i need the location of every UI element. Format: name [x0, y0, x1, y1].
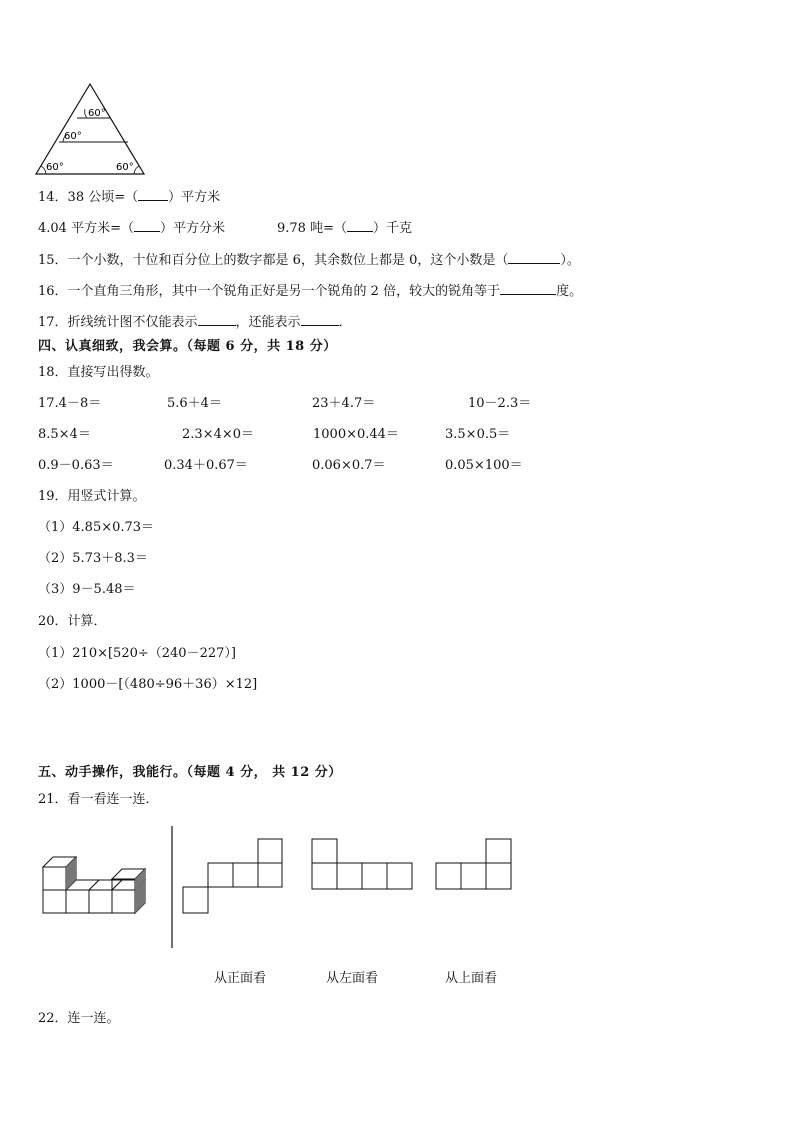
vertical-divider: [170, 826, 174, 948]
section-5-heading: 五、动手操作，我能行。（每题 4 分， 共 12 分）: [38, 765, 342, 780]
view-label-left[interactable]: 从左面看: [326, 971, 379, 986]
q18-r1c1: 17.4－8＝: [38, 396, 102, 411]
q17-question: 17．折线统计图不仅能表示 ，还能表示 ．: [38, 315, 352, 330]
view-label-top[interactable]: 从上面看: [445, 971, 498, 986]
q20-item-1: （1）210×[520÷（240－227）]: [38, 646, 236, 661]
q18-r1c3: 23＋4.7＝: [312, 396, 376, 411]
answer-blank[interactable]: [134, 219, 160, 232]
answer-blank[interactable]: [500, 282, 556, 295]
q18-r3c4: 0.05×100＝: [445, 458, 523, 473]
answer-blank[interactable]: [198, 313, 236, 326]
answer-blank[interactable]: [138, 188, 168, 201]
q18-r1c4: 10－2.3＝: [468, 396, 532, 411]
q19-item-3: （3）9－5.48＝: [38, 582, 136, 597]
view-option-2[interactable]: [311, 838, 415, 894]
q20-title: 20．计算．: [38, 614, 107, 629]
answer-blank[interactable]: [301, 313, 339, 326]
q15-question: 15．一个小数，十位和百分位上的数字都是 6，其余数位上都是 0，这个小数是（ ）。: [38, 253, 580, 268]
cube-arrangement-figure: [40, 860, 160, 940]
q18-r2c1: 8.5×4＝: [38, 427, 91, 442]
triangle-figure: [30, 78, 150, 178]
answer-blank[interactable]: [347, 219, 373, 232]
q14-line1: 14．38 公顷=（ ）平方米: [38, 190, 221, 205]
q19-item-1: （1）4.85×0.73＝: [38, 520, 155, 535]
q22-title: 22．连一连。: [38, 1011, 120, 1026]
q19-title: 19．用竖式计算。: [38, 489, 146, 504]
q16-question: 16．一个直角三角形，其中一个锐角正好是另一个锐角的 2 倍，较大的锐角等于 度。: [38, 284, 583, 299]
answer-blank[interactable]: [508, 251, 560, 264]
q18-r3c2: 0.34＋0.67＝: [164, 458, 248, 473]
angle-label-bottom-left: 60°: [46, 162, 64, 173]
q18-r2c3: 1000×0.44＝: [313, 427, 399, 442]
angle-label-top: 60°: [88, 108, 106, 119]
q18-r1c2: 5.6＋4＝: [167, 396, 222, 411]
q18-r2c4: 3.5×0.5＝: [445, 427, 511, 442]
q14-line2-b: 9.78 吨=（ ）千克: [277, 221, 412, 236]
q20-item-2: （2）1000－[（480÷96＋36）×12]: [38, 677, 258, 692]
view-label-front[interactable]: 从正面看: [214, 971, 267, 986]
angle-label-bottom-right: 60°: [116, 162, 134, 173]
q21-title: 21．看一看连一连．: [38, 792, 159, 807]
angle-label-mid: 60°: [64, 131, 82, 142]
section-4-heading: 四、认真细致，我会算。（每题 6 分，共 18 分）: [38, 339, 337, 354]
q18-r3c1: 0.9－0.63＝: [38, 458, 114, 473]
q19-item-2: （2）5.73＋8.3＝: [38, 551, 148, 566]
view-option-3[interactable]: [435, 838, 515, 894]
view-option-1[interactable]: [182, 838, 287, 918]
q18-r2c2: 2.3×4×0＝: [182, 427, 255, 442]
q18-r3c3: 0.06×0.7＝: [312, 458, 386, 473]
q18-title: 18．直接写出得数。: [38, 365, 159, 380]
q14-line2: 4.04 平方米=（ ）平方分米: [38, 221, 225, 236]
